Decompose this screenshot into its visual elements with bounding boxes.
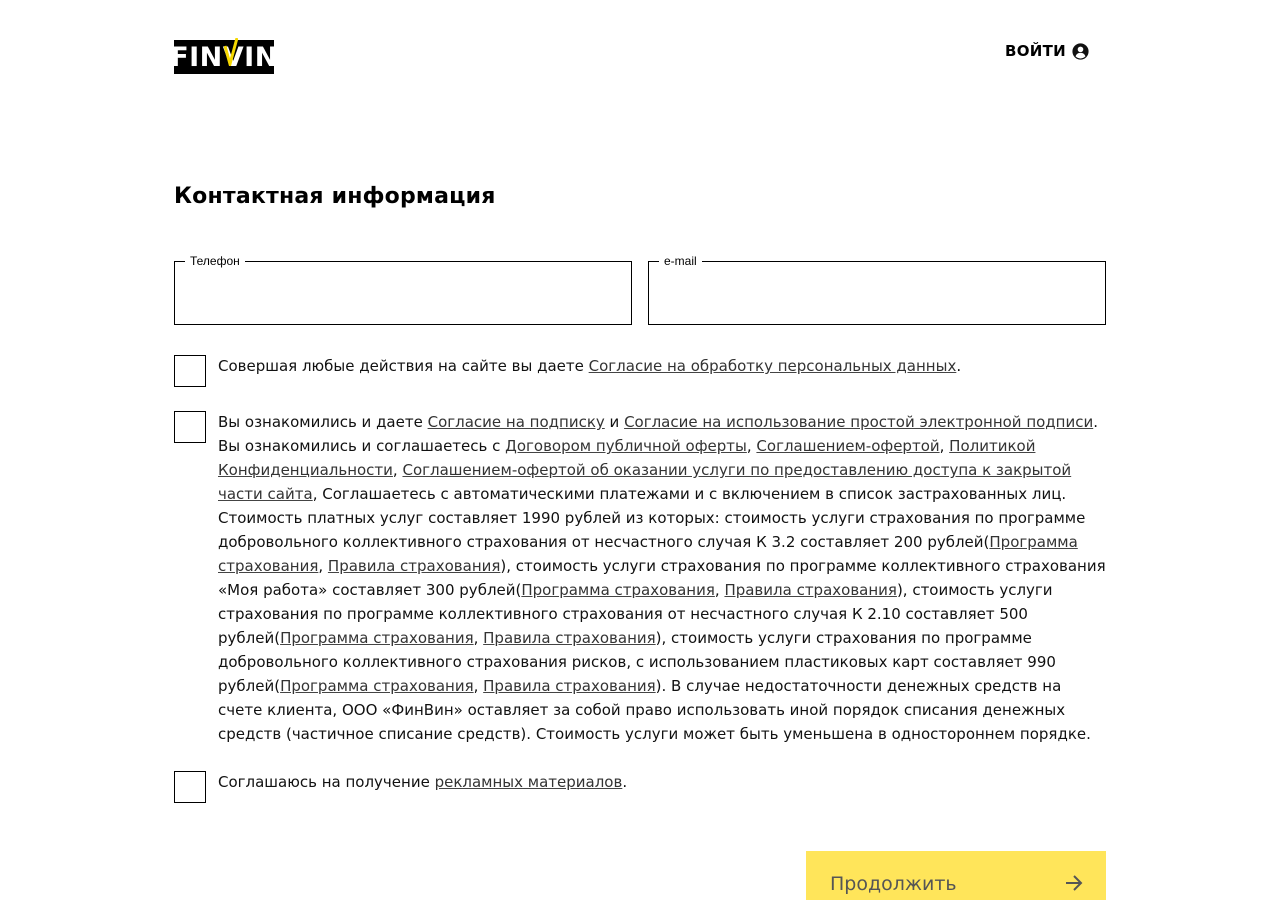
insurance-program-link-4[interactable]: Программа страхования [280, 677, 474, 695]
insurance-program-link-1[interactable]: Программа страхования [218, 533, 1078, 575]
terms-consent-text: Вы ознакомились и даете Согласие на подписку и Согласие на использование простой электронной подписи. Вы ознакомились и соглашаетесь с Договором публичной оферты, Соглашением-офертой, Политикой Конфиденциальности, Соглашением-офертой об оказании услуги по предоставлению доступа к закрытой части сайта, Соглашаетесь с автоматическими платежами и с включением в список застрахованных лиц. Стоимость платных услуг составляет 1990 рублей из которых: стоимость услуги страхования по программе добровольного коллективного страхования от несчастного случая К 3.2 составляет 200 рублей(Программа страхования, Правила страхования), стоимость услуги страхования по программе коллективного страхования «Моя работа» составляет 300 рублей(Программа страхования, Правила страхования), стоимость услуги страхования по программе коллективного страхования от несчастного случая К 2.10 составляет 500 рублей(Программа страхования, Правила страхования), стоимость услуги страхования по программе добровольного коллективного страхования рисков, с использованием пластиковых карт составляет 990 рублей(Программа страхования, Правила страхования). В случае недостаточности денежных средств на счете клиента, ООО «ФинВин» оставляет за собой право использовать иной порядок списания денежных средств (частичное списание средств). Стоимость услуги может быть уменьшена в одностороннем порядке. [218, 413, 1106, 743]
phone-label: Телефон [185, 253, 245, 269]
email-field [648, 254, 1106, 325]
privacy-policy-link[interactable]: Политикой Конфиденциальности [218, 437, 1036, 479]
email-label: e-mail [659, 253, 702, 269]
insurance-program-link-3[interactable]: Программа страхования [280, 629, 474, 647]
login-button[interactable] [1005, 42, 1089, 60]
continue-button[interactable] [806, 851, 1106, 900]
personal-data-consent-text: Совершая любые действия на сайте вы даете Согласие на обработку персональных данных. [218, 357, 962, 375]
login-label: ВОЙТИ [1004, 42, 1066, 60]
user-circle-icon [1072, 43, 1089, 60]
public-offer-link[interactable]: Договором публичной оферты [505, 437, 747, 455]
closed-area-offer-link[interactable]: Соглашением-офертой об оказании услуги по предоставлению доступа к закрытой части сайта [218, 461, 1072, 503]
arrow-right-icon [1064, 874, 1084, 892]
personal-data-consent-link[interactable]: Согласие на обработку персональных данных [588, 357, 957, 375]
insurance-program-link-2[interactable]: Программа страхования [521, 581, 715, 599]
subscription-consent-link[interactable]: Согласие на подписку [427, 413, 605, 431]
personal-data-checkbox[interactable] [174, 355, 206, 387]
email-input[interactable] [661, 284, 1093, 314]
insurance-rules-link-4[interactable]: Правила страхования [483, 677, 656, 695]
marketing-checkbox[interactable] [174, 771, 206, 803]
header [170, 30, 1106, 74]
page-title: Контактная информация [174, 184, 496, 209]
insurance-rules-link-3[interactable]: Правила страхования [483, 629, 656, 647]
insurance-rules-link-2[interactable]: Правила страхования [724, 581, 897, 599]
marketing-materials-link[interactable]: рекламных материалов [434, 773, 623, 791]
logo-check-icon [224, 38, 238, 66]
e-signature-consent-link[interactable]: Согласие на использование простой электронной подписи [624, 413, 1094, 431]
marketing-consent-text: Соглашаюсь на получение рекламных материалов. [218, 773, 628, 791]
phone-input[interactable] [187, 284, 619, 314]
continue-label: Продолжить [830, 873, 957, 895]
logo-text: FINVIN [170, 41, 278, 73]
finvin-logo[interactable] [170, 40, 278, 74]
offer-agreement-link[interactable]: Соглашением-офертой [756, 437, 940, 455]
phone-field [174, 254, 632, 325]
insurance-rules-link-1[interactable]: Правила страхования [327, 557, 501, 575]
terms-checkbox[interactable] [174, 411, 206, 443]
